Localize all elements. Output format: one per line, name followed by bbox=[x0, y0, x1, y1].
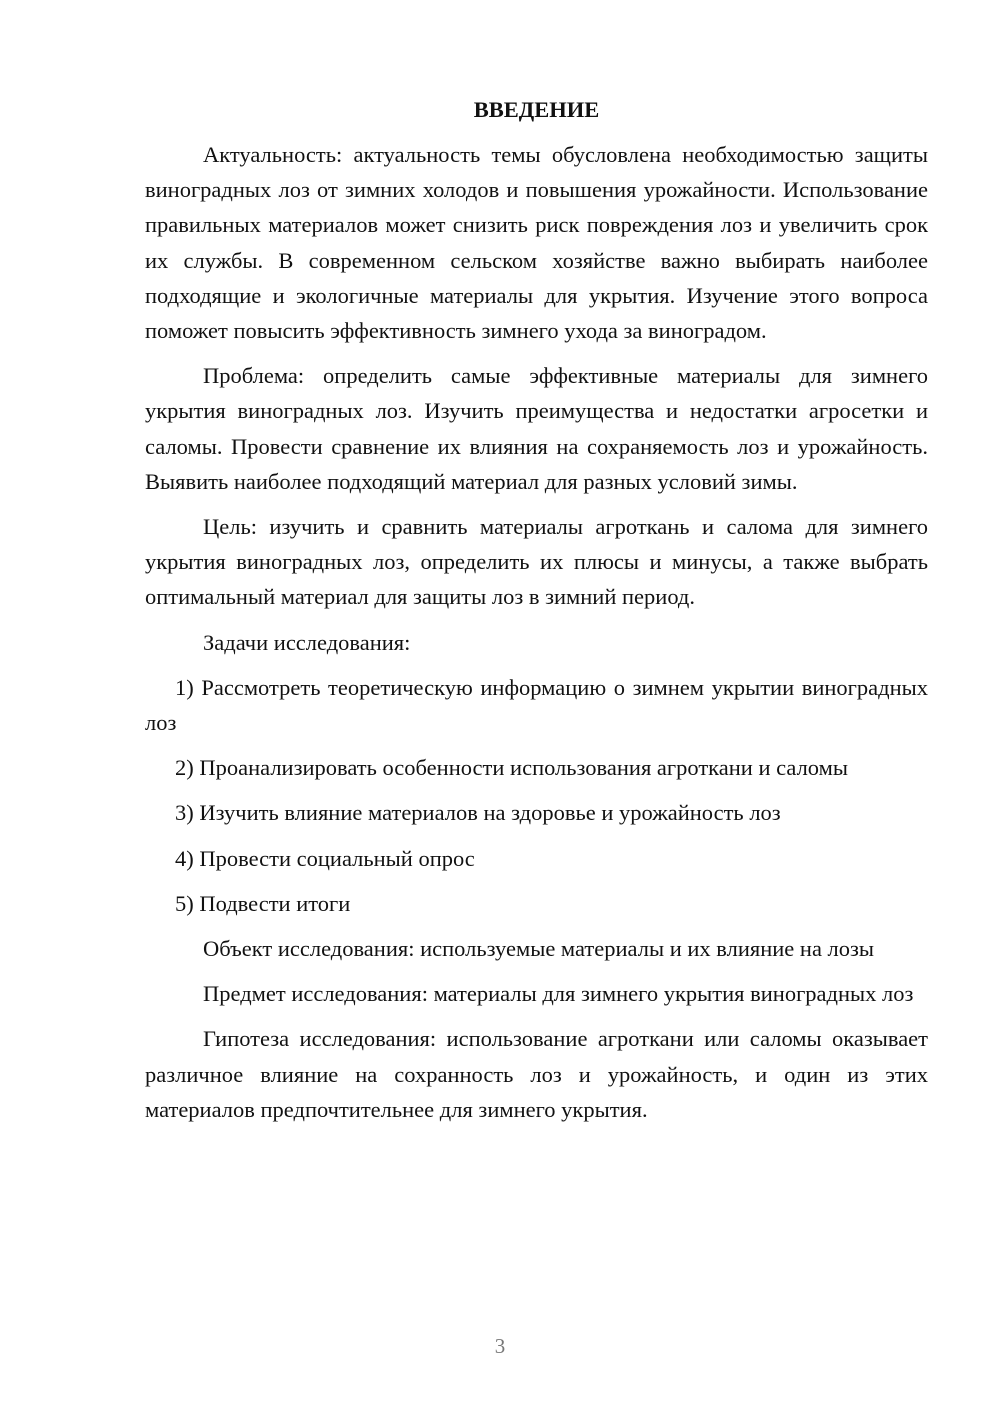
task-item-1: 1) Рассмотреть теоретическую информацию о зимнем укрытии виноградных лоз bbox=[145, 674, 928, 736]
paragraph-goal: Цель: изучить и сравнить материалы агроткань и салома для зимнего укрытия виноградных лоз, определить их плюсы и минусы, а также выбрать оптимальный материал для защиты лоз в зимний период. bbox=[145, 514, 928, 610]
task-item-4: 4) Провести социальный опрос bbox=[175, 845, 475, 871]
page-content bbox=[145, 92, 928, 1137]
task-item-5: 5) Подвести итоги bbox=[175, 890, 351, 916]
paragraph-problem: Проблема: определить самые эффективные материалы для зимнего укрытия виноградных лоз. Изучить преимущества и недостатки агросетки и саломы. Провести сравнение их влияния на сохраняемость лоз и урожайность. Выявить наиболее подходящий материал для разных условий зимы. bbox=[145, 363, 928, 494]
task-item-2: 2) Проанализировать особенности использования агроткани и саломы bbox=[175, 755, 848, 781]
paragraph-hypothesis: Гипотеза исследования: использование агроткани или саломы оказывает различное влияние на сохранность лоз и урожайность, и один из этих материалов предпочтительнее для зимнего укрытия. bbox=[145, 1026, 928, 1122]
page-number: 3 bbox=[494, 1334, 506, 1358]
section-title: ВВЕДЕНИЕ bbox=[473, 97, 600, 122]
paragraph-object: Объект исследования: используемые материалы и их влияние на лозы bbox=[203, 936, 875, 962]
task-item-3: 3) Изучить влияние материалов на здоровье и урожайность лоз bbox=[175, 800, 781, 826]
paragraph-subject: Предмет исследования: материалы для зимнего укрытия виноградных лоз bbox=[203, 981, 914, 1007]
paragraph-tasks-heading: Задачи исследования: bbox=[203, 629, 411, 655]
paragraph-relevance: Актуальность: актуальность темы обусловлена необходимостью защиты виноградных лоз от зимних холодов и повышения урожайности. Использование правильных материалов может снизить риск повреждения лоз и увеличить срок их службы. В современном сельском хозяйстве важно выбирать наиболее подходящие и экологичные материалы для укрытия. Изучение этого вопроса поможет повысить эффективность зимнего ухода за виноградом. bbox=[145, 142, 928, 344]
